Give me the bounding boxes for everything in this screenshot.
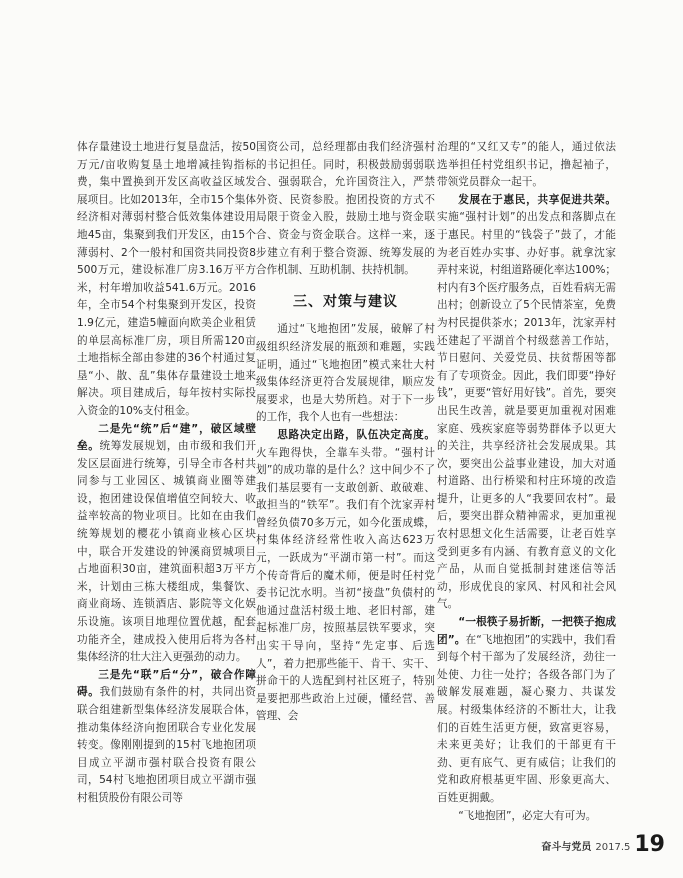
paragraph-text: 国资公司，总经理都由我们经济强村的书记担任。同时，积极鼓励弱弱联合、强弱联合，允许国资注入，严禁外资、民资参股。抱团投资的方式不局限于资金入股，鼓励土地与资金联合、资金与资金联合。这样一来，逐步建立有利于整合资源、统筹发展的合作机制、互助机制、扶持机制。 — [256, 141, 435, 277]
section-heading: 三、对策与建议 — [293, 293, 398, 310]
paragraph-lead: 思路决定出路，队伍决定高度。 — [277, 428, 435, 441]
paragraph-text: 火车跑得快，全靠车头带。“强村计划”的成功靠的是什么？这中间少不了我们基层要有一支敢创新、敢破难、敢担当的“铁军”。我们有个沈家弄村曾经负债70多万元，如今化蛋成蝶，村集体经济经常性收入高达623万元，一跃成为“平湖市第一村”。而这个传奇背后的魔术师，便是时任村党委书记沈水明。当初“接盘”负债村的他通过盘活村级土地、老旧村部，建起标准厂房，按照基层铁军要求，突出实干导向，坚持“先定事、后选人”，着力把那些能干、肯干、实干、拼命干的人选配到村社区班子，特别是要把那些政治上过硬，懂经营、善管理、会 — [256, 446, 435, 723]
paragraph — [256, 139, 435, 280]
text-column-3 — [437, 139, 616, 825]
paragraph — [437, 139, 616, 192]
paragraph-text: 实施“强村计划”的出发点和落脚点在于惠民。村里的“钱袋子”鼓了，才能为老百姓办实事、办好事。就拿沈家弄村来说，村组道路硬化率达100%；村内有3个医疗服务点，百姓看病无需出村；创新设立了5个民情茶室，免费为村民提供茶水；2013年，沈家弄村还建起了平湖首个村级慈善工作站，节日慰问、关爱党员、扶贫帮困等都有了专项资金。因此，我们即要“挣好钱”，更要“管好用好钱”。首先，要突出民生改善，就是要更加重视对困难家庭、残疾家庭等弱势群体予以更大的关注，共享经济社会发展成果。其次，要突出公益事业建设，加大对通村道路、出行桥梁和村庄环境的改造提升，让更多的人“我要回农村”。最后，要突出群众精神需求，更加重视农村思想文化生活需要，让老百姓享受到更多有内涵、有教育意义的文化产品，从而自觉抵制封建迷信等活动，形成优良的家风、村风和社会风气。 — [437, 211, 616, 611]
paragraph-lead: “一根筷子易折断，一把筷子抱成团”。 — [437, 616, 616, 646]
paragraph-lead: 二是先“统”后“建”，破区域壁垒。 — [77, 422, 256, 453]
paragraph — [77, 421, 256, 667]
paragraph — [77, 667, 256, 808]
paragraph-text: 我们鼓励有条件的村，共同出资联合组建新型集体经济发展联合体，推动集体经济向抱团联合专业化发展转变。像刚刚提到的15村飞地抱团项目成立平湖市强村联合投资有限公司，54村飞地抱团项目成立平湖市强村租赁股份有限公司等 — [77, 686, 257, 804]
text-column-1 — [77, 139, 256, 808]
paragraph — [437, 192, 616, 614]
paragraph-text: 体存量建设土地进行复垦盘活，按50万元/亩收购复垦土地增减挂钩指标费，集中置换到开发区高收益区域发展项目。比如2013年，全市15个集体经济相对薄弱村整合低效集体建设用地45亩，集聚到我们开发区，由15个薄弱村、2个一般村和国资共同投资8500万元，建设标准厂房3.16万平方米，村年增加收益541.6万元。2016年，全市54个村集聚到开发区，投资1.9亿元，建造5幢面向欧美企业租赁的单层高标准厂房，项目所需120亩土地指标全部由参建的36个村通过复垦“小、散、乱”集体存量建设土地来解决。项目建成后，每年按村实际投入资金的10%支付租金。 — [77, 141, 256, 417]
paragraph-text: 通过“飞地抱团”发展，破解了村级组织经济发展的瓶颈和难题，实践证明，通过“飞地抱团”模式来壮大村级集体经济更符合发展规律，顺应发展要求，也是大势所趋。对于下一步的工作，我个人也有一些想法： — [256, 323, 435, 424]
paragraph — [77, 139, 256, 421]
magazine-name: 奋斗与党员 — [541, 842, 592, 853]
paragraph — [256, 427, 435, 726]
paragraph — [437, 808, 616, 826]
page-footer — [541, 834, 665, 856]
paragraph-lead: 发展在于惠民，共享促进共荣。 — [458, 193, 616, 206]
paragraph-lead: 三是先“联”后“分”，破合作障碍。 — [77, 668, 256, 699]
paragraph — [437, 614, 616, 808]
paragraph-text: 治理的“又红又专”的能人，通过依法选举担任村党组织书记，撸起袖子，带领党员群众一起干。 — [437, 141, 616, 189]
text-column-2 — [256, 139, 435, 726]
paragraph — [256, 321, 435, 427]
paragraph-text: 统筹发展规划，由市级和我们开发区层面进行统筹，引导全市各村共同参与工业园区、城镇商业圈等建设，抱团建设保值增值空间较大、收益率较高的物业项目。比如在由我们统筹规划的樱花小镇商业核心区块中，联合开发建设的钟溪商贸城项目占地面积30亩，建筑面积超3万平方米，计划由三栋大楼组成，集餐饮、商业商场、连锁酒店、影院等文化娱乐设施。该项目地理位置优越，配套功能齐全，建成投入使用后将为各村集体经济的壮大注入更强劲的动力。 — [77, 440, 257, 664]
page-number: 19 — [634, 832, 665, 857]
paragraph-text: “飞地抱团”，必定大有可为。 — [458, 809, 597, 822]
issue-date: 2017.5 — [595, 842, 631, 853]
paragraph-text: 在“飞地抱团”的实践中，我们看到每个村干部为了发展经济，劲往一处使、力往一处拧；各级各部门为了破解发展难题，凝心聚力、共谋发展。村级集体经济的不断壮大，让我们的百姓生活更方便，致富更容易，未来更美好；让我们的干部更有干劲、更有底气、更有威信；让我们的党和政府根基更牢固、形象更高大、百姓更拥戴。 — [437, 633, 616, 804]
